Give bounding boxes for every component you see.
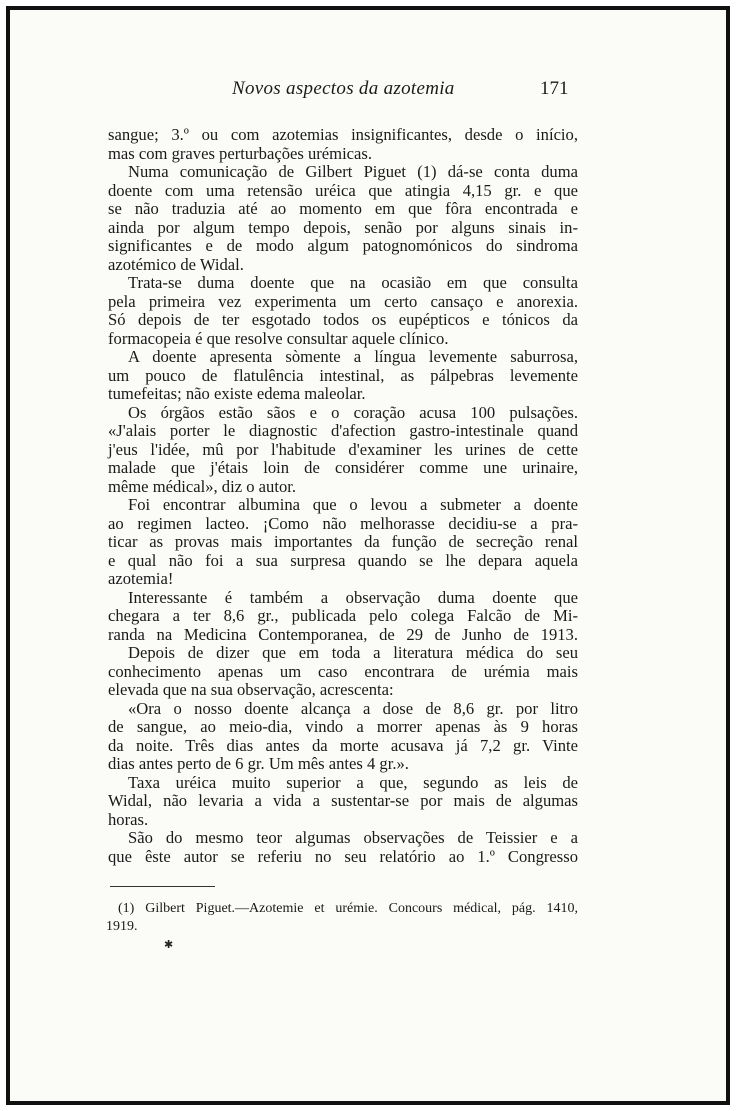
- text-line: Numa comunicação de Gilbert Piguet (1) dá-se conta duma: [128, 162, 578, 181]
- asterisk-ornament-icon: ✱: [164, 938, 174, 951]
- main-text: [108, 126, 578, 866]
- text-line: da noite. Três dias antes da morte acusava já 7,2 gr. Vinte: [108, 735, 578, 755]
- footnote: [106, 900, 578, 936]
- text-line: ao regimen lacteo. ¡Como não melhorasse decidiu-se a pra-: [108, 513, 578, 533]
- footnote-line: 1919.: [106, 919, 138, 934]
- text-line: formacopeia é que resolve consultar aquele clínico.: [108, 328, 449, 348]
- text-line: même médical», diz o autor.: [108, 476, 297, 496]
- text-line: Depois de dizer que em toda a literatura médica do seu: [128, 643, 578, 662]
- text-line: tumefeitas; não existe edema maleolar.: [108, 384, 366, 403]
- text-line: que êste autor se referiu no seu relatório ao 1.º Congresso: [108, 846, 578, 866]
- text-line: «Ora o nosso doente alcança a dose de 8,6 gr. por litro: [128, 698, 578, 718]
- footnote-line: (1) Gilbert Piguet.—Azotemie et urémie. Concours médical, pág. 1410,: [118, 901, 578, 916]
- text-line: randa na Medicina Contemporanea, de 29 de Junho de 1913.: [108, 624, 578, 644]
- text-line: «J'alais porter le diagnostic d'afection gastro-intestinale quand: [108, 421, 578, 440]
- text-line: Widal, não levaria a vida a sustentar-se por mais de algumas: [108, 791, 578, 810]
- text-line: azotémico de Widal.: [108, 254, 244, 274]
- text-line: significantes e de modo algum patognomónicos do sindroma: [108, 236, 578, 255]
- text-line: conhecimento apenas um caso encontrara de urémia mais: [108, 661, 578, 681]
- book-page: [6, 6, 730, 1105]
- running-title: Novos aspectos da azotemia: [232, 78, 455, 99]
- text-line: doente com uma retensão uréica que atingia 4,15 gr. e que: [108, 180, 578, 200]
- text-line: se não traduzia até ao momento em que fôra encontrada e: [108, 199, 578, 218]
- text-line: Os órgãos estão sãos e o coração acusa 100 pulsações.: [128, 402, 578, 422]
- text-line: azotemia!: [108, 569, 174, 588]
- text-line: chegara a ter 8,6 gr., publicada pelo colega Falcão de Mi-: [108, 606, 578, 625]
- text-line: dias antes perto de 6 gr. Um mês antes 4 gr.».: [108, 754, 409, 773]
- footnote-divider: [110, 886, 215, 887]
- text-line: Foi encontrar albumina que o levou a submeter a doente: [128, 495, 578, 514]
- text-line: Interessante é também a observação duma doente que: [128, 587, 578, 607]
- text-line: mas com graves perturbações urémicas.: [108, 143, 373, 163]
- text-line: Só depois de ter esgotado todos os eupépticos e tónicos da: [108, 310, 578, 329]
- text-line: um pouco de flatulência intestinal, as pálpebras levemente: [108, 365, 578, 385]
- text-line: malade que j'étais loin de considérer comme une urinaire,: [108, 458, 578, 477]
- text-line: pela primeira vez experimenta um certo cansaço e anorexia.: [108, 291, 578, 311]
- text-line: ainda por algum tempo depois, senão por alguns sinais in-: [108, 217, 578, 237]
- page-number: 171: [540, 78, 569, 99]
- text-line: São do mesmo teor algumas observações de Teissier e a: [128, 828, 578, 847]
- text-line: A doente apresenta sòmente a língua levemente saburrosa,: [128, 347, 578, 366]
- text-line: ticar as provas mais importantes da função de secreção renal: [108, 532, 578, 551]
- text-line: Taxa uréica muito superior a que, segundo as leis de: [128, 772, 578, 792]
- text-line: elevada que na sua observação, acrescenta:: [108, 680, 394, 699]
- text-line: sangue; 3.º ou com azotemias insignificantes, desde o início,: [108, 125, 578, 144]
- text-line: horas.: [108, 809, 149, 829]
- text-line: j'eus l'idée, mû por l'habitude d'examiner les urines de cette: [108, 439, 578, 459]
- text-line: de sangue, ao meio-dia, vindo a morrer apenas às 9 horas: [108, 717, 578, 736]
- text-line: e qual não foi a sua surpresa quando se lhe depara aquela: [108, 550, 578, 570]
- text-line: Trata-se duma doente que na ocasião em que consulta: [128, 273, 578, 292]
